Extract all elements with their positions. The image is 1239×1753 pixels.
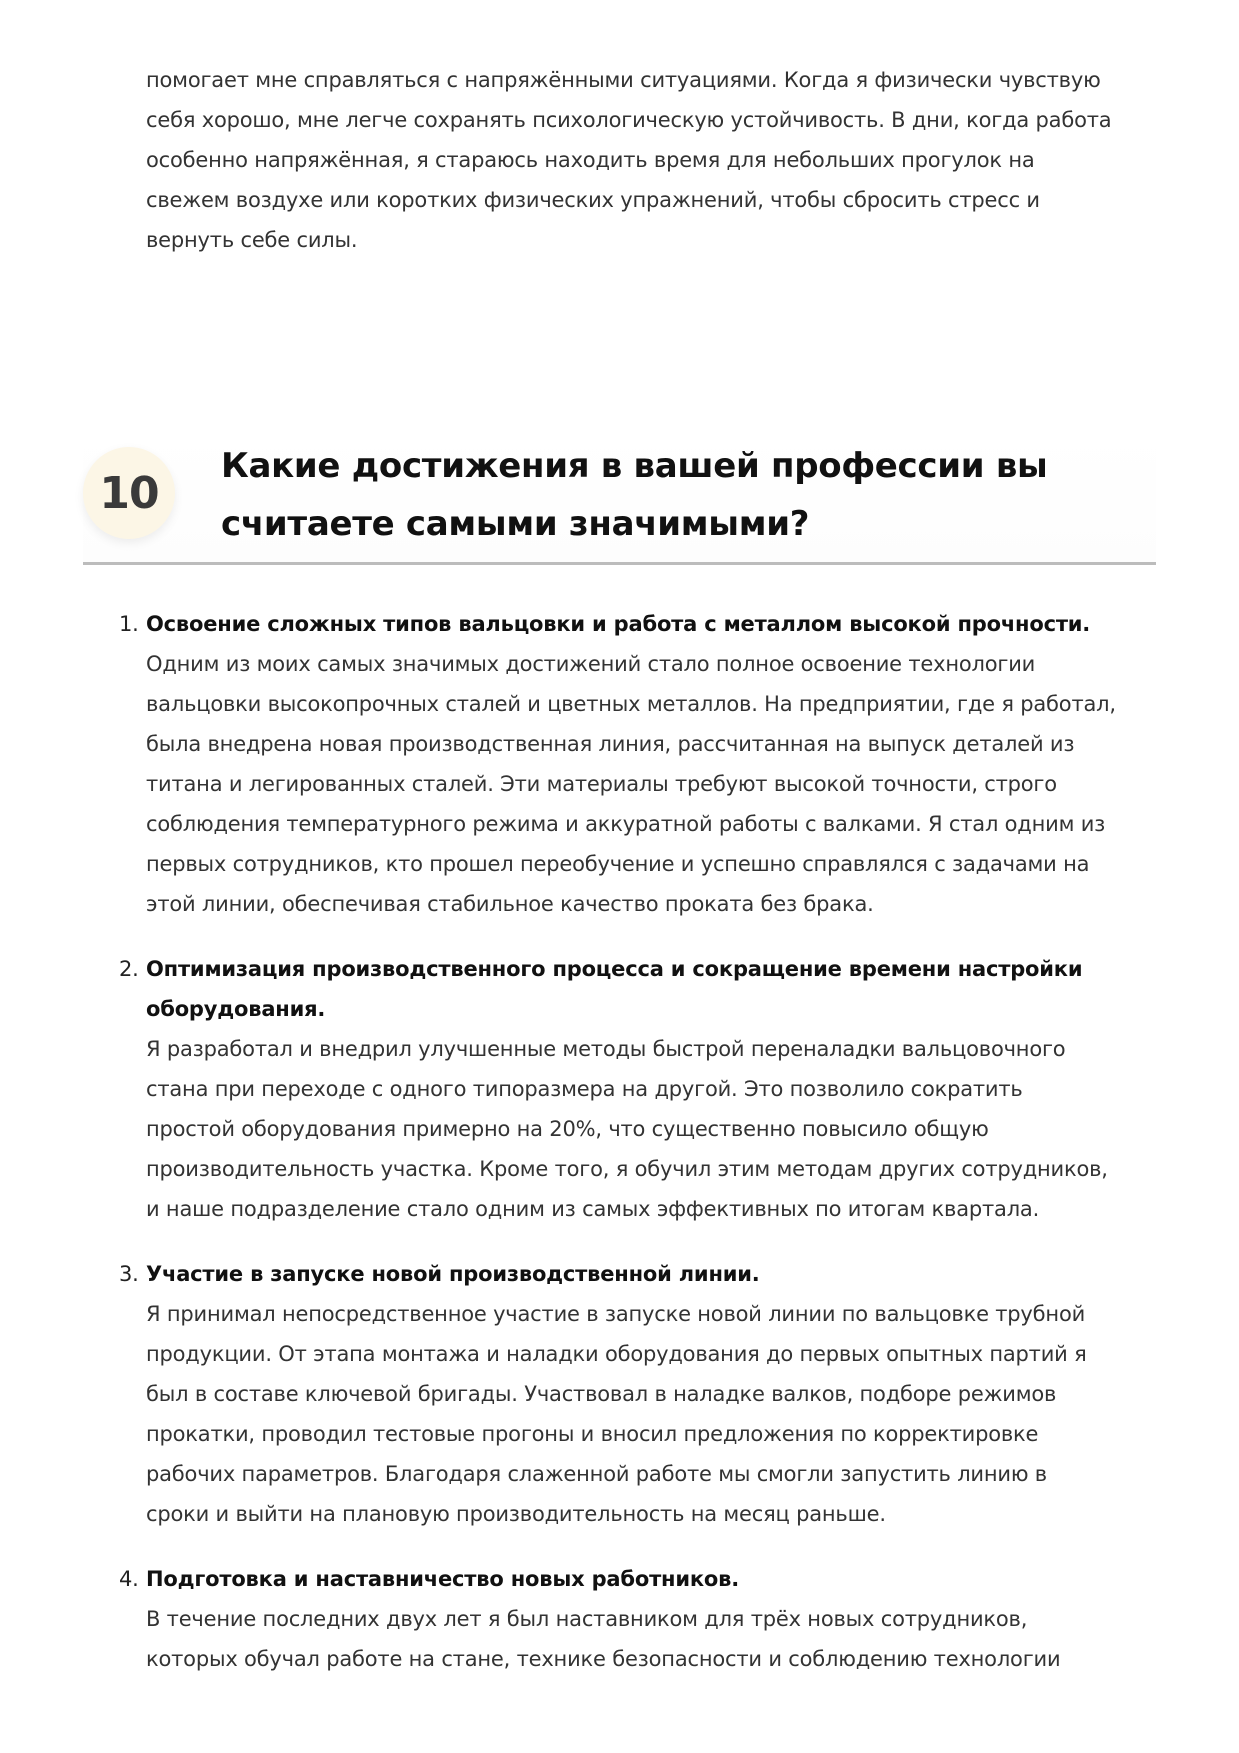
- list-marker: 1.: [119, 612, 139, 636]
- text-line: титана и легированных сталей. Эти материалы требуют высокой точности, строго: [146, 772, 1057, 796]
- text-line: продукции. От этапа монтажа и наладки оборудования до первых опытных партий я: [146, 1342, 1087, 1366]
- item-title-line: Участие в запуске новой производственной линии.: [146, 1262, 760, 1286]
- text-line: свежем воздухе или коротких физических упражнений, чтобы сбросить стресс и: [146, 188, 1040, 212]
- text-line: Я разработал и внедрил улучшенные методы быстрой переналадки вальцовочного: [146, 1037, 1066, 1061]
- list-item: [0, 604, 1239, 924]
- item-title-line: Оптимизация производственного процесса и сокращение времени настройки: [146, 957, 1083, 981]
- text-line: себя хорошо, мне легче сохранять психологическую устойчивость. В дни, когда работа: [146, 108, 1112, 132]
- item-body: [146, 1599, 1239, 1679]
- text-line: вальцовки высокопрочных сталей и цветных металлов. На предприятии, где я работал,: [146, 692, 1116, 716]
- text-line: простой оборудования примерно на 20%, что существенно повысило общую: [146, 1117, 989, 1141]
- section-title-line: считаете самыми значимыми?: [221, 504, 810, 544]
- list-item: [0, 949, 1239, 1229]
- text-line: вернуть себе силы.: [146, 228, 358, 252]
- text-line: первых сотрудников, кто прошел переобучение и успешно справлялся с задачами на: [146, 852, 1090, 876]
- item-title-line: оборудования.: [146, 997, 326, 1021]
- text-line: стана при переходе с одного типоразмера на другой. Это позволило сократить: [146, 1077, 1023, 1101]
- list-marker: 3.: [119, 1262, 139, 1286]
- text-line: Одним из моих самых значимых достижений стало полное освоение технологии: [146, 652, 1036, 676]
- achievements-list: [0, 604, 1239, 1704]
- text-line: производительность участка. Кроме того, я обучил этим методам других сотрудников,: [146, 1157, 1108, 1181]
- text-line: сроки и выйти на плановую производительность на месяц раньше.: [146, 1502, 886, 1526]
- item-body: [146, 644, 1239, 924]
- item-title-line: Освоение сложных типов вальцовки и работа с металлом высокой прочности.: [146, 612, 1091, 636]
- text-line: этой линии, обеспечивая стабильное качество проката без брака.: [146, 892, 874, 916]
- text-line: прокатки, проводил тестовые прогоны и вносил предложения по корректировке: [146, 1422, 1039, 1446]
- item-title: [146, 1559, 1239, 1599]
- list-item: [0, 1559, 1239, 1679]
- text-line: был в составе ключевой бригады. Участвовал в наладке валков, подборе режимов: [146, 1382, 1057, 1406]
- text-line: помогает мне справляться с напряжёнными ситуациями. Когда я физически чувствую: [146, 68, 1101, 92]
- item-title: [146, 949, 1239, 1029]
- list-item: [0, 1254, 1239, 1534]
- item-title: [146, 604, 1239, 644]
- list-marker: 4.: [119, 1567, 139, 1591]
- text-line: соблюдения температурного режима и аккуратной работы с валками. Я стал одним из: [146, 812, 1106, 836]
- text-line: особенно напряжённая, я стараюсь находить время для небольших прогулок на: [146, 148, 1035, 172]
- intro-paragraph: [146, 60, 1156, 260]
- item-title-line: Подготовка и наставничество новых работников.: [146, 1567, 740, 1591]
- text-line: Я принимал непосредственное участие в запуске новой линии по вальцовке трубной: [146, 1302, 1086, 1326]
- item-body: [146, 1294, 1239, 1534]
- text-line: и наше подразделение стало одним из самых эффективных по итогам квартала.: [146, 1197, 1040, 1221]
- text-line: В течение последних двух лет я был наставником для трёх новых сотрудников,: [146, 1607, 1028, 1631]
- section-title: [221, 437, 1121, 553]
- item-body: [146, 1029, 1239, 1229]
- list-marker: 2.: [119, 957, 139, 981]
- text-line: была внедрена новая производственная линия, рассчитанная на выпуск деталей из: [146, 732, 1075, 756]
- section-number-badge: 10: [83, 447, 175, 539]
- item-title: [146, 1254, 1239, 1294]
- section-title-line: Какие достижения в вашей профессии вы: [221, 446, 1048, 486]
- text-line: рабочих параметров. Благодаря слаженной работе мы смогли запустить линию в: [146, 1462, 1047, 1486]
- text-line: которых обучал работе на стане, технике безопасности и соблюдению технологии: [146, 1647, 1061, 1671]
